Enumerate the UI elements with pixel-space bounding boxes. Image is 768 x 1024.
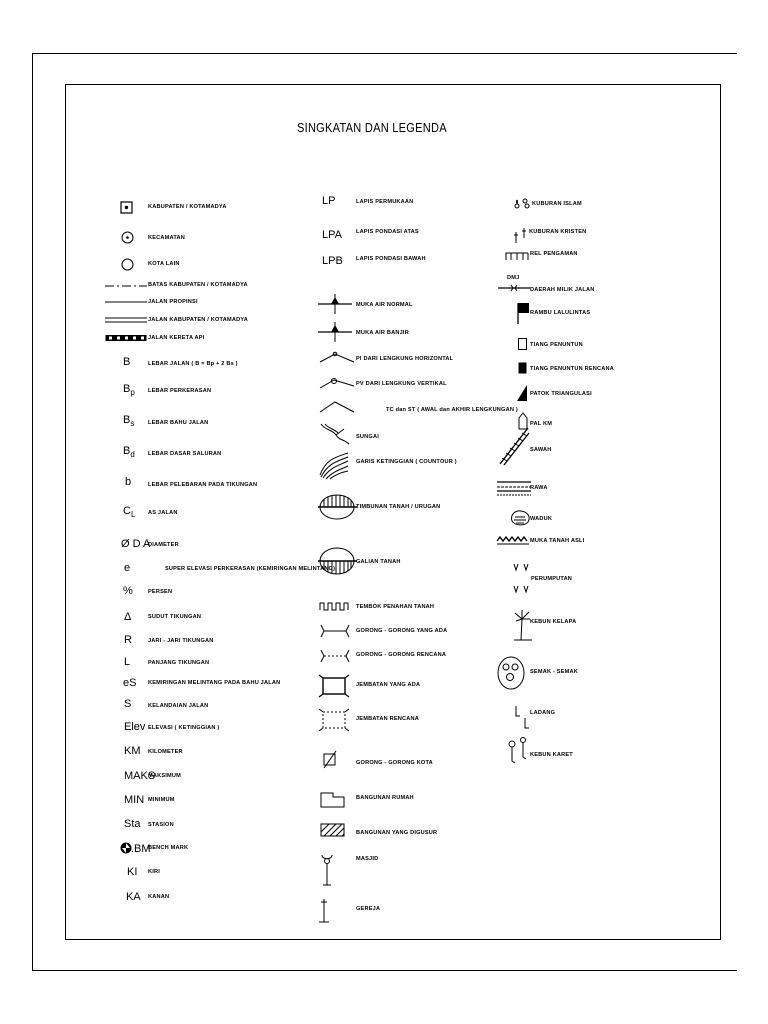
legend-label-maksimum: MAKSIMUM <box>148 773 181 779</box>
legend-label-perumputan: PERUMPUTAN <box>531 576 573 582</box>
legend-label-diameter: DIAMETER <box>148 542 179 548</box>
abbr-l: L <box>124 656 131 668</box>
abbr-bd: $B_d$ <box>123 445 135 459</box>
jembatan-ada-icon <box>318 674 350 698</box>
legend-label-galian: GALIAN TANAH <box>356 559 401 565</box>
abbr-elev: Elev <box>124 721 146 733</box>
gorong-ada-icon <box>320 624 350 638</box>
legend-label-patok: PATOK TRIANGULASI <box>530 391 592 397</box>
legend-label-tiang-rencana: TIANG PENUNTUN RENCANA <box>530 366 614 372</box>
abbr-lpa: LPA <box>322 229 342 241</box>
abbr-lpb: LPB <box>322 255 343 267</box>
abbr-maks: MAKS <box>124 770 156 782</box>
kecamatan-icon <box>121 231 135 245</box>
legend-label-kiri: KIRI <box>148 869 160 875</box>
legend-label-sawah: SAWAH <box>530 447 552 453</box>
patok-triangulasi-icon <box>516 384 528 402</box>
legend-label-kota-lain: KOTA LAIN <box>148 261 180 267</box>
legend-label-muka-air-normal: MUKA AIR NORMAL <box>356 302 413 308</box>
kebun-karet-icon <box>508 737 530 767</box>
legend-label-muka-tanah: MUKA TANAH ASLI <box>530 538 585 544</box>
legend-label-waduk: WADUK <box>530 516 553 522</box>
rawa-icon <box>497 480 531 496</box>
legend-label-kilometer: KILOMETER <box>148 749 183 755</box>
legend-label-lapis-pondasi-bawah: LAPIS PONDASI BAWAH <box>356 256 426 262</box>
legend-label-rambu: RAMBU LALULINTAS <box>530 310 591 316</box>
abbr-sta: Sta <box>124 818 141 830</box>
bangunan-rumah-icon <box>320 791 346 809</box>
legend-label-lebar-bahu: LEBAR BAHU JALAN <box>148 420 209 426</box>
legend-label-pi-horizontal: PI DARI LENGKUNG HORIZONTAL <box>356 356 454 362</box>
legend-label-lebar-jalan: LEBAR JALAN ( B = Bp + 2 Bs ) <box>148 361 238 367</box>
legend-label-lebar-perkerasan: LEBAR PERKERASAN <box>148 388 212 394</box>
legend-label-minimum: MINIMUM <box>148 797 175 803</box>
legend-label-gorong-ada: GORONG - GORONG YANG ADA <box>356 628 448 634</box>
railway-icon <box>105 334 147 342</box>
sungai-icon <box>320 423 350 445</box>
legend-label-lebar-dasar: LEBAR DASAR SALURAN <box>148 451 222 457</box>
waduk-icon <box>509 509 531 527</box>
legend-label-kebun-kelapa: KEBUN KELAPA <box>530 619 577 625</box>
legend-label-sungai: SUNGAI <box>356 434 379 440</box>
legend-label-persen: PERSEN <box>148 589 173 595</box>
galian-icon <box>318 546 358 576</box>
legend-label-bangunan-digusur: BANGUNAN YANG DIGUSUR <box>356 830 438 836</box>
tiang-penuntun-rencana-icon <box>518 362 528 375</box>
legend-label-tc-st: TC dan ST ( AWAL dan AKHIR LENGKUNGAN ) <box>386 407 518 413</box>
legend-label-gorong-kota: GORONG - GORONG KOTA <box>356 760 433 766</box>
legend-label-semak: SEMAK - SEMAK <box>530 669 578 675</box>
abbr-bs: $B_s$ <box>123 414 135 428</box>
rambu-icon <box>516 302 530 324</box>
timbunan-icon <box>318 493 358 521</box>
jembatan-rencana-icon <box>318 708 350 732</box>
legend-label-rawa: RAWA <box>530 485 548 491</box>
abbr-bp: $B_p$ <box>123 383 135 397</box>
abbr-km: KM <box>124 745 141 757</box>
legend-label-lapis-pondasi-atas: LAPIS PONDASI ATAS <box>356 229 419 235</box>
abbr-b: B <box>123 356 131 368</box>
pv-vertical-icon <box>320 376 354 390</box>
legend-label-dmj: DAERAH MILIK JALAN <box>530 287 595 293</box>
abbr-min: MIN <box>124 794 145 806</box>
muka-air-normal-icon <box>318 294 352 314</box>
legend-label-sudut: SUDUT TIKUNGAN <box>148 614 202 620</box>
abbr-s: S <box>124 698 132 710</box>
ladang-icon <box>513 704 535 730</box>
abbr-ka: KA <box>126 891 141 903</box>
legend-label-ladang: LADANG <box>530 710 556 716</box>
legend-label-kanan: KANAN <box>148 894 170 900</box>
abbr-es: eS <box>123 677 137 689</box>
abbr-ki: KI <box>127 866 138 878</box>
legend-label-bangunan-rumah: BANGUNAN RUMAH <box>356 795 414 801</box>
legend-label-pal-km: PAL KM <box>530 421 553 427</box>
kabupaten-icon <box>120 201 134 215</box>
legend-label-lapis-permukaan: LAPIS PERMUKAAN <box>356 199 414 205</box>
legend-label-bench-mark: BENCH MARK <box>148 845 189 851</box>
tembok-penahan-icon <box>320 601 350 611</box>
legend-label-kecamatan: KECAMATAN <box>148 235 186 241</box>
legend-label-pelebaran: LEBAR PELEBARAN PADA TIKUNGAN <box>148 482 258 488</box>
page-title: SINGKATAN DAN LEGENDA <box>297 120 447 135</box>
dmj-tag: DMJ <box>507 275 520 281</box>
legend-label-as-jalan: AS JALAN <box>148 510 178 516</box>
kuburan-islam-icon <box>513 196 531 210</box>
legend-label-tiang-penuntun: TIANG PENUNTUN <box>530 342 583 348</box>
sawah-icon <box>498 426 530 466</box>
legend-label-gereja: GEREJA <box>356 906 381 912</box>
legend-label-contour: GARIS KETINGGIAN ( COUNTOUR ) <box>356 459 457 465</box>
abbr-bm: .BM <box>131 843 151 855</box>
contour-icon <box>318 449 350 479</box>
legend-label-stasion: STASION <box>148 822 174 828</box>
legend-label-kabupaten: KABUPATEN / KOTAMADYA <box>148 204 227 210</box>
legend-label-tembok-penahan: TEMBOK PENAHAN TANAH <box>356 604 435 610</box>
legend-label-muka-air-banjir: MUKA AIR BANJIR <box>356 330 409 336</box>
abbr-diameter: Ø D A <box>121 538 151 550</box>
legend-label-super-elevasi: SUPER ELEVASI PERKERASAN (KEMIRINGAN MELINTANG) <box>165 566 336 572</box>
kuburan-kristen-icon <box>513 226 529 244</box>
legend-label-masjid: MASJID <box>356 856 379 862</box>
dmj-line-icon <box>498 284 530 292</box>
gorong-rencana-icon <box>320 649 350 663</box>
tc-st-icon <box>320 400 354 414</box>
legend-label-propinsi: JALAN PROPINSI <box>148 299 198 305</box>
muka-air-banjir-icon <box>318 322 352 342</box>
masjid-icon <box>318 852 336 886</box>
perumputan-icon <box>512 562 532 596</box>
rel-pengaman-icon <box>505 250 529 262</box>
legend-label-jembatan-rencana: JEMBATAN RENCANA <box>356 716 419 722</box>
abbr-persen: % <box>123 585 133 597</box>
gereja-icon <box>318 898 332 924</box>
semak-icon <box>496 655 528 691</box>
legend-label-jari-jari: JARI - JARI TIKUNGAN <box>148 638 214 644</box>
abbr-cl: $C_L$ <box>123 505 136 519</box>
legend-label-gorong-rencana: GORONG - GORONG RENCANA <box>356 652 447 658</box>
batas-line-icon <box>105 283 147 289</box>
legend-label-elevasi: ELEVASI ( KETINGGIAN ) <box>148 725 220 731</box>
propinsi-line-icon <box>105 299 147 305</box>
legend-label-jembatan-ada: JEMBATAN YANG ADA <box>356 682 421 688</box>
gorong-kota-icon <box>322 750 338 770</box>
muka-tanah-asli-icon <box>497 535 529 545</box>
tiang-penuntun-icon <box>518 338 528 351</box>
abbr-lp: LP <box>322 195 336 207</box>
legend-label-kebun-karet: KEBUN KARET <box>530 752 573 758</box>
kabupaten-road-icon <box>105 316 147 324</box>
pi-horizontal-icon <box>320 350 354 364</box>
abbr-b-small: b <box>125 476 132 488</box>
legend-label-kuburan-kristen: KUBURAN KRISTEN <box>529 229 587 235</box>
kota-lain-icon <box>121 258 135 272</box>
legend-label-panjang: PANJANG TIKUNGAN <box>148 660 210 666</box>
abbr-delta: Δ <box>124 611 132 623</box>
legend-label-timbunan: TIMBUNAN TANAH / URUGAN <box>356 504 441 510</box>
legend-label-kelandaian: KELANDAIAN JALAN <box>148 703 209 709</box>
abbr-r: R <box>124 634 132 646</box>
abbr-e: e <box>124 562 131 574</box>
legend-label-kereta-api: JALAN KERETA API <box>148 335 205 341</box>
legend-label-kemiringan: KEMIRINGAN MELINTANG PADA BAHU JALAN <box>148 680 281 686</box>
legend-label-batas: BATAS KABUPATEN / KOTAMADYA <box>148 282 248 288</box>
legend-label-pv-vertical: PV DARI LENGKUNG VERTIKAL <box>356 381 447 387</box>
legend-label-rel-pengaman: REL PENGAMAN <box>530 251 578 257</box>
bangunan-digusur-icon <box>320 822 346 838</box>
legend-label-kuburan-islam: KUBURAN ISLAM <box>532 201 582 207</box>
legend-label-jalan-kabupaten: JALAN KABUPATEN / KOTAMADYA <box>148 317 248 323</box>
